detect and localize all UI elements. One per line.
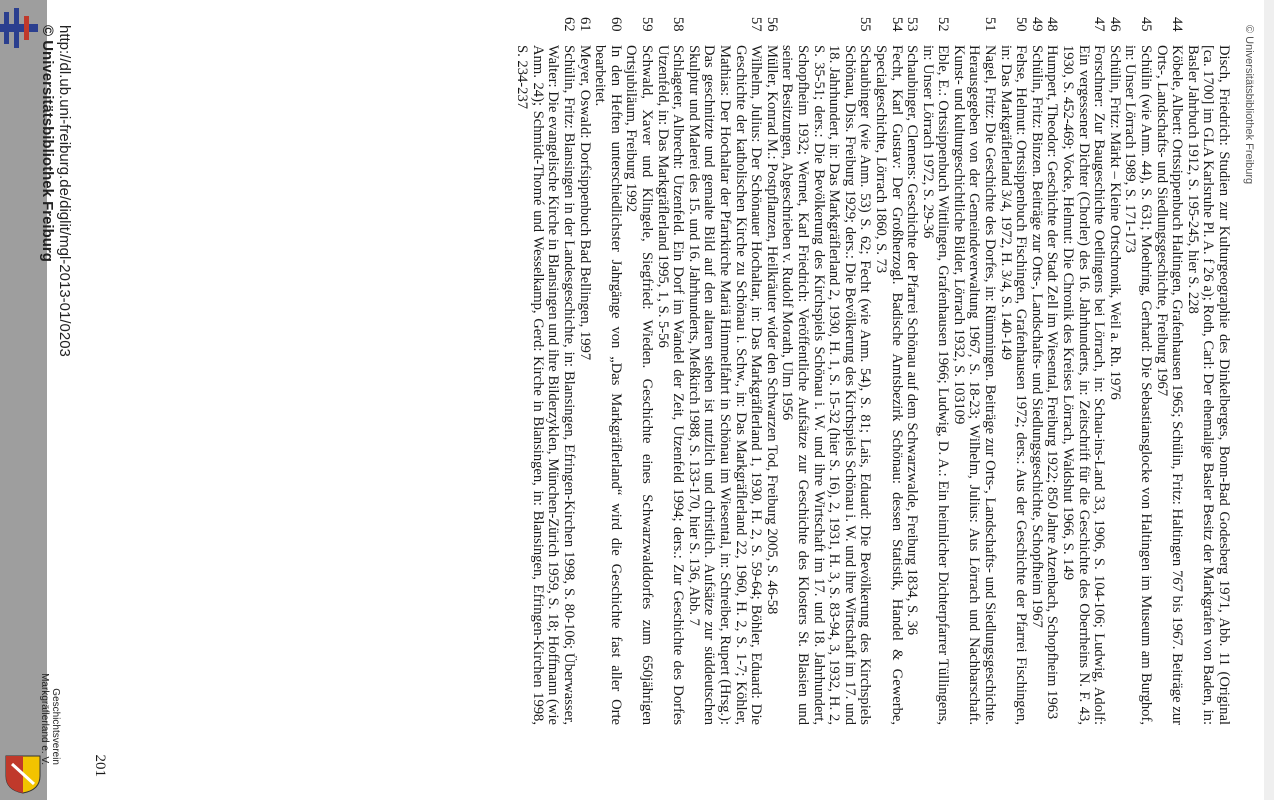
footnote-number: 55	[857, 17, 874, 32]
footnote-number	[1184, 17, 1231, 45]
society-crest-icon	[4, 754, 42, 794]
footnote-text: Schaubinger, Clemens: Geschichte der Pfarrei Schönau auf dem Schwarzwalde, Freiburg 1834, S. 36	[904, 45, 921, 636]
footnote-text: Fecht, Karl Gustav: Der Großherzogl. Badische Amtsbezirk Schönau: dessen Statistik, Handel & Gewerbe, Specialgeschichte, Lörrach 1860, S. 73	[872, 45, 905, 725]
footnote-text: Wilhelm, Julius: Der Schönauer Hochaltar, in: Das Markgräflerland 1, 1930, H. 2, S. 59-64; Böhler, Eduard: Die Geschichte der katholischen Kirche zu Schönau i. Schw., in: Das Markgräflerland 22, 1960, H. 2, S. 1-7; Köhler, Mathias: Der Hochaltar der Pfarrkirche Mariä Himmelfahrt in Schönau im Wiesental, in: Schreiber, Rupert (Hrsg.): Das geschnitzte und gemalte Bild auf den altaren stehen ist nutzlich und christlich. Aufsätze zur süddeutschen Skulptur und Malerei des 15. und 16. Jahrhunderts, Meßkirch 1988, S. 133-170, hier S. 136, Abb. 7	[685, 45, 765, 725]
society-line-2: Markgräflerland e. V.	[39, 673, 50, 765]
footnote-text: Eble, E.: Ortssippenbuch Wittlingen, Grafenhausen 1966; Ludwig, D. A.: Ein heimlicher Dichterpfarrer Tüllingens, in: Unser Lörrach 1972, S. 29-36	[919, 45, 952, 725]
footnote-text: Forschner: Zur Baugeschichte Oetlingens bei Lörrach, in: Schau-ins-Land 33, 1906, S. 104-106; Ludwig, Adolf: Ein vergessener Dichter (Chorler) des 16. Jahrhunderts, in: Zeitschrift für die Geschichte des Oberrheins N. F. 43, 1930, S. 452-469; Vocke, Helmut: Die Chronik des Kreises Lörrach, Waldshut 1966, S. 149	[1060, 45, 1108, 725]
right-margin-strip	[1264, 0, 1274, 800]
footnote-entry	[685, 17, 765, 725]
footnote-entry	[1106, 17, 1123, 725]
footnote-text: Schaubinger (wie Anm. 53) S. 62; Fecht (wie Anm. 54), S. 81; Lais, Eduard: Die Bevölkerung des Kirchspiels Schönau, Diss. Freiburg 1929; ders.: Die Bevölkerung des Kirchspiels Schönau i. W. und ihre Wirtschaft im 17. und 18. Jahrhundert, in: Das Markgräflerland 2, 1930, H. 1, S. 15-32 (hier S. 16), 2, 1931, H. 3, S. 83-94, 3, 1932, H. 2, S. 35-51; ders.: Die Bevölkerung des Kirchspiels Schönau i. W. und ihre Wirtschaft im 17. und 18. Jahrhundert, Schopfheim 1932; Wernet, Karl Friedrich: Veröffentliche Aufsätze zur Geschichte des Klosters St. Blasien und seiner Besitzungen, Abgeschrieben v. Rudolf Morath, Ulm 1956	[779, 45, 874, 725]
footnote-entry	[1184, 45, 1231, 725]
footnote-number: 50	[1013, 17, 1030, 32]
footnote-entry	[1044, 17, 1061, 725]
footnote-text: In den Heften unterschiedlichster Jahrgänge von „Das Markgräflerland“ wird die Geschichte fast aller Orte bearbeitet.	[592, 45, 624, 725]
footnote-text: Nagel, Fritz: Die Geschichte des Dorfes, in: Rümmingen. Beiträge zur Orts-, Landschafts- und Siedlungsgeschichte. Herausgegeben von der Gemeindeverwaltung 1967, S. 18-23; Wilhelm, Julius: Aus Lörrach und Nachbarschaft. Kunst- und kulturgeschichtliche Bilder, Lörrach 1932, S. 103109	[950, 45, 999, 725]
footer-url-link[interactable]: http://dl.ub.uni-freiburg.de/diglit/mgl-2013-01/0203	[56, 25, 73, 357]
footnote-entry	[654, 17, 687, 725]
footnote-text: Fehse, Helmut: Ortssippenbuch Fischingen, Grafenhausen 1972; ders.: Aus der Geschichte der Pfarrei Fischingen, in: Das Markgräflerland 3/4, 1972, H. 3/4, S. 140-149	[997, 45, 1030, 725]
footnote-number: 58	[670, 17, 687, 32]
footnote-number: 61	[576, 17, 593, 32]
footnote-number: 45	[1138, 17, 1155, 32]
footnote-text: Meyer, Oswald: Dorfsippenbuch Bad Bellingen, 1997	[576, 45, 593, 361]
footnote-number: 60	[607, 17, 624, 32]
footnote-text: Humpert, Theodor: Geschichte der Stadt Zell im Wiesental, Freiburg 1922; 850 Jahre Atzenbach, Schopfheim 1963	[1044, 45, 1061, 720]
footnote-entry	[950, 17, 999, 725]
footnote-text: Schülin, Fritz: Blansingen in der Landesgeschichte, in: Blansingen, Efringen-Kirchen 1998, S. 80-106; Überwasser, Walter: Die evangelische Kirche in Blansingen und ihre Bilderzyklen, München-Zürich 1959, S. 18; Hoffmann (wie Anm. 24); Schmidt-Thomé und Wesselkamp, Gerd: Kirche in Blansingen, in: Blansingen, Efringen-Kirchen 1998, S. 234-237	[514, 45, 578, 725]
footnote-number: 54	[888, 17, 905, 32]
footnote-text: Schülin, Fritz: Binzen. Beiträge zur Orts-, Landschafts- und Siedlungsgeschichte, Schopfheim 1967	[1028, 45, 1045, 628]
footnote-number: 56	[763, 17, 780, 32]
footnote-entry	[1122, 17, 1155, 725]
page-number: 201	[92, 754, 108, 777]
footnote-text: Müller, Konrad M.: Postpflanzen, Heilkräuter wider den Schwarzen Tod, Freiburg 2005, S. 46-58	[763, 45, 780, 615]
footnote-number: 52	[935, 17, 952, 32]
footnote-number: 53	[904, 17, 921, 32]
footnote-text: Schlageter, Albrecht: Utzenfeld. Ein Dorf im Wandel der Zeit, Utzenfeld 1994; ders.: Zur Geschichte des Dorfes Utzenfeld, in: Das Markgräflerland 1995, 1, S. 5-56	[654, 45, 687, 725]
footnote-entry	[514, 17, 578, 725]
footnote-entry	[1153, 17, 1186, 725]
footnote-entry	[997, 17, 1030, 725]
footnote-entry	[872, 17, 905, 725]
footnote-number: 47	[1091, 17, 1108, 32]
footnote-text: Schwald, Xaver und Klingele, Siegfried: Wieden. Geschichte eines Schwarzwalddorfes zum 650jährigen Ortsjubiläum, Freiburg 1992	[623, 45, 656, 725]
footnote-number: 59	[639, 17, 656, 32]
footnote-text: Schülin (wie Anm. 44), S. 631; Moehring, Gerhard: Die Sebastiansglocke von Haltingen im Museum am Burghof, in: Unser Lörrach 1989, S. 171-173	[1122, 45, 1155, 725]
footnote-number: 62	[561, 17, 578, 32]
footnote-text: Köbele, Albert: Ortssippenbuch Haltingen, Grafenhausen 1965; Schülin, Fritz: Haltingen 767 bis 1967. Beiträge zur Orts-, Landschafts- und Siedlungsgeschichte, Freiburg 1967	[1153, 45, 1186, 725]
footnote-number: 51	[982, 17, 999, 32]
footnote-text: Disch, Friedrich: Studien zur Kulturgeographie des Dinkelberges, Bonn-Bad Godesberg 1971, Abb. 11 (Original [ca. 1700] im GLA Karlsruhe Pl. A. f 26 a); Roth, Carl: Der ehemalige Basler Besitz der Markgrafen von Baden, in: Basler Jahrbuch 1912, S. 195-245, hier S. 228	[1184, 45, 1232, 725]
page-header: © Universitätsbibliothek Freiburg	[1243, 25, 1255, 185]
footnote-entry	[779, 17, 874, 725]
footnote-text: Schülin, Fritz: Märkt – Kleine Ortschronik, Weil a. Rh. 1976	[1106, 45, 1123, 400]
footnote-list	[514, 17, 1232, 725]
library-logo-icon	[0, 6, 38, 50]
footnote-entry	[576, 17, 593, 725]
footnote-number: 46	[1106, 17, 1123, 32]
footnote-entry	[904, 17, 921, 725]
rotated-document-page	[39, 5, 1255, 795]
footnote-entry	[1028, 17, 1045, 725]
footnote-entry	[592, 17, 624, 725]
footnote-number: 48	[1044, 17, 1061, 32]
footnote-entry	[763, 17, 780, 725]
footnote-entry	[919, 17, 952, 725]
footnote-entry	[623, 17, 656, 725]
footnote-number: 49	[1028, 17, 1045, 32]
footnote-entry	[1059, 17, 1108, 725]
footnote-number: 44	[1169, 17, 1186, 32]
footer-copyright: © Universitätsbibliothek Freiburg	[39, 25, 56, 262]
society-line-1: Geschichtsverein	[50, 688, 61, 765]
footnote-number: 57	[748, 17, 765, 32]
footer-society-name	[39, 673, 61, 765]
